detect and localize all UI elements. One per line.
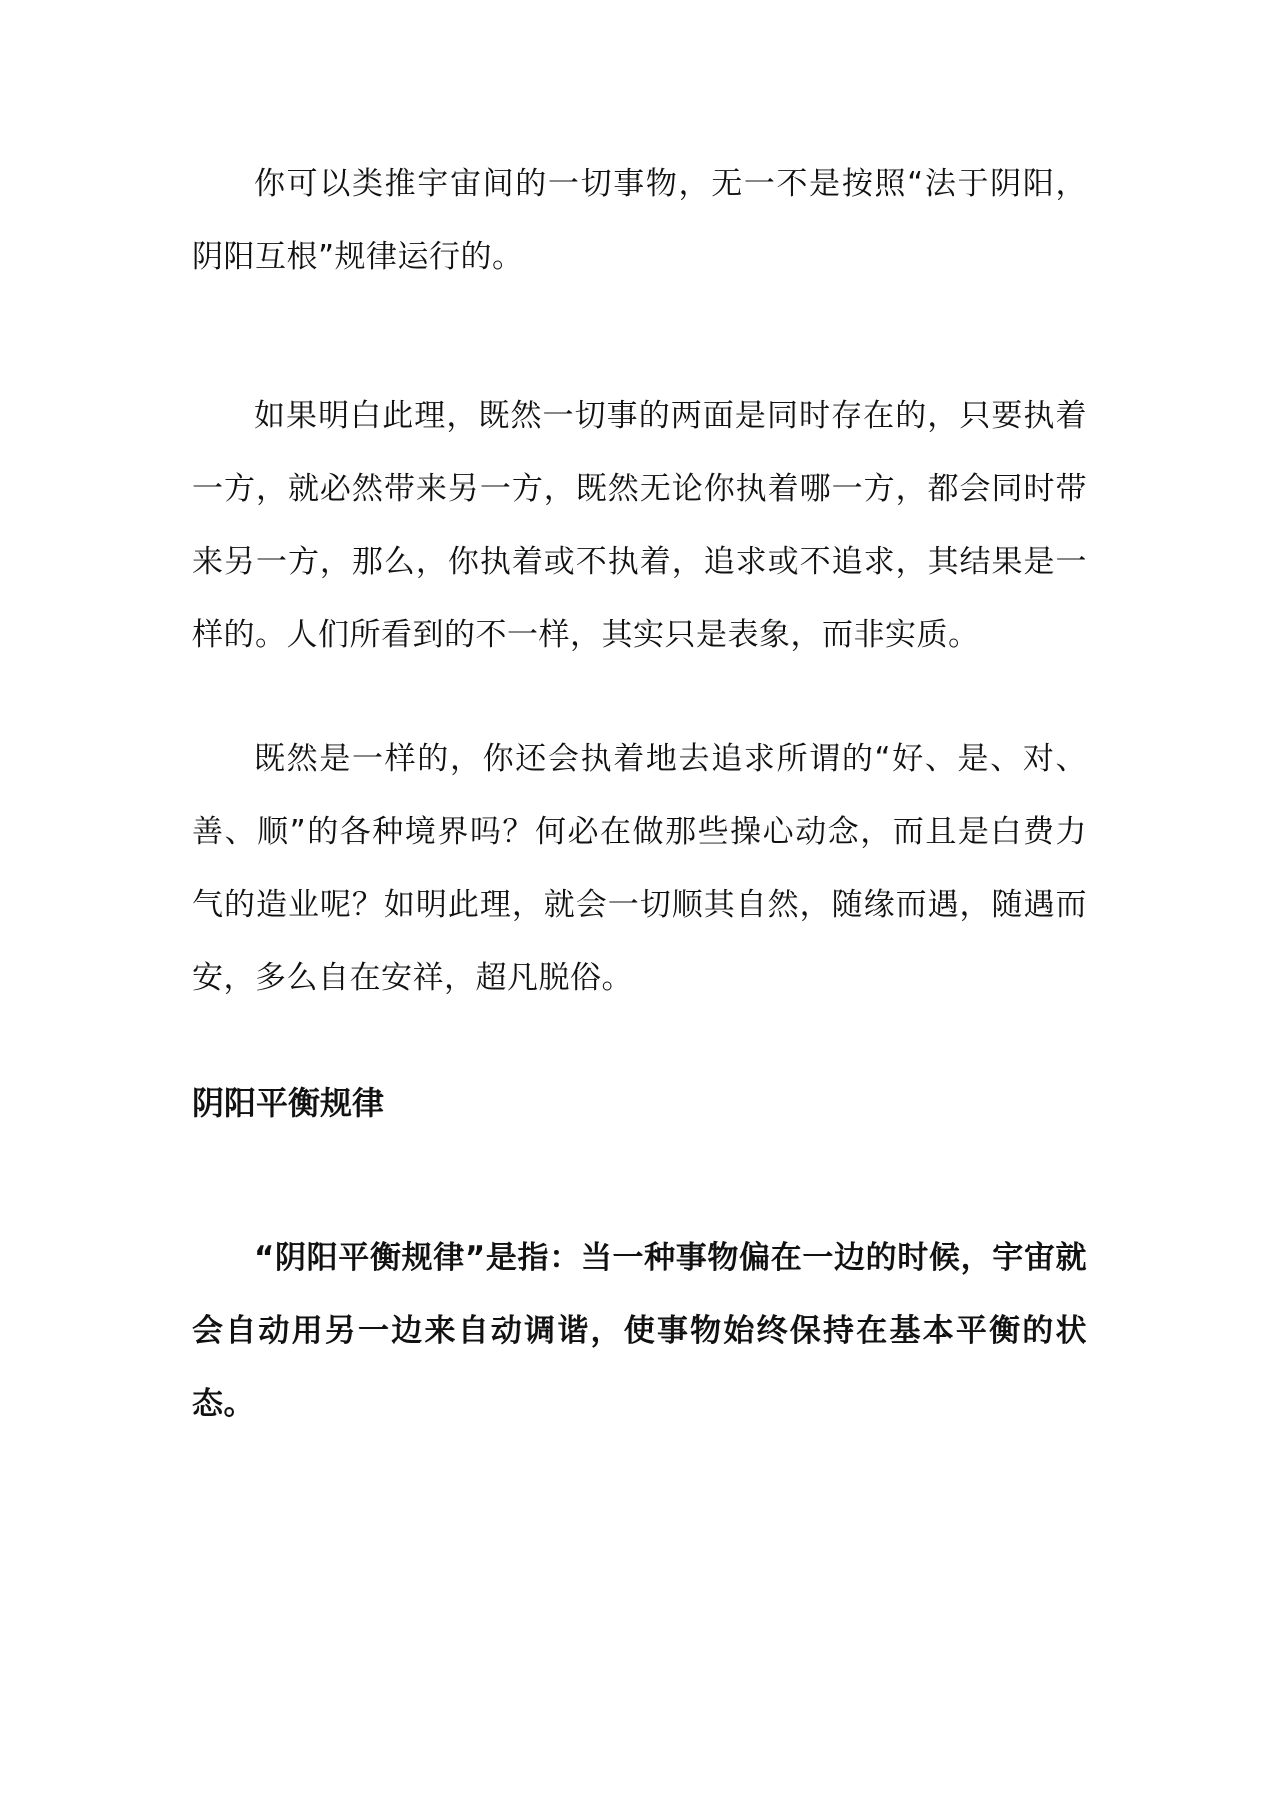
- section-heading: 阴阳平衡规律: [192, 1084, 385, 1122]
- paragraph-follow-nature: 既然是一样的，你还会执着地去追求所谓的“好、是、对、善、顺”的各种境界吗？何必在做那些操心动念，而且是白费力气的造业呢？如明此理，就会一切顺其自然，随缘而遇，随遇而安，多么自在安祥，超凡脱俗。: [192, 741, 1087, 996]
- definition-paragraph: “阴阳平衡规律”是指：当一种事物偏在一边的时候，宇宙就会自动用另一边来自动调谐，使事物始终保持在基本平衡的状态。: [192, 1240, 1087, 1422]
- paragraph-analogy: 你可以类推宇宙间的一切事物，无一不是按照“法于阴阳，阴阳互根”规律运行的。: [192, 166, 1087, 275]
- paragraph-both-sides: 如果明白此理，既然一切事的两面是同时存在的，只要执着一方，就必然带来另一方，既然无论你执着哪一方，都会同时带来另一方，那么，你执着或不执着，追求或不追求，其结果是一样的。人们所看到的不一样，其实只是表象，而非实质。: [192, 398, 1087, 653]
